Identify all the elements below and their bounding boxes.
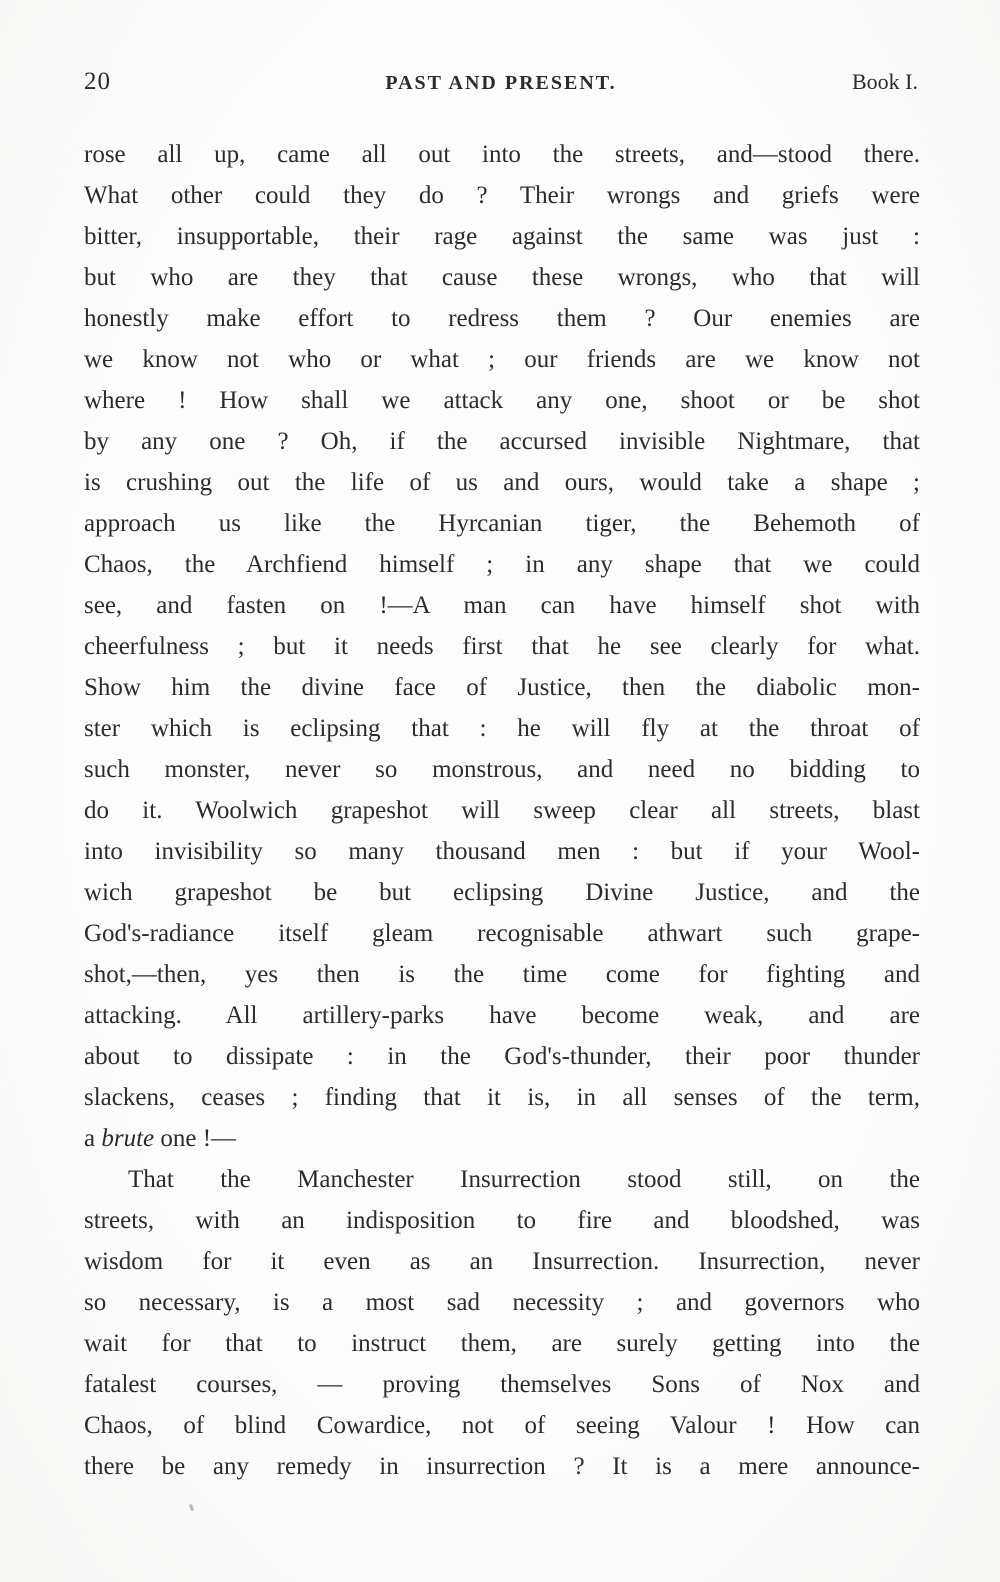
text-line: but who are they that cause these wrongs, who that will [84, 264, 920, 291]
text-line: Chaos, the Archfiend himself ; in any shape that we could [84, 551, 920, 578]
text-line: Chaos, of blind Cowardice, not of seeing Valour ! How can [84, 1412, 920, 1439]
text-line: approach us like the Hyrcanian tiger, the Behemoth of [84, 510, 920, 537]
text-line: God's-radiance itself gleam recognisable athwart such grape- [84, 920, 920, 947]
text-line: honestly make effort to redress them ? Our enemies are [84, 305, 920, 332]
text-line: wich grapeshot be but eclipsing Divine Justice, and the [84, 879, 920, 906]
text-line: ster which is eclipsing that : he will fly at the throat of [84, 715, 920, 742]
text-line: What other could they do ? Their wrongs and griefs were [84, 182, 920, 209]
text-line: cheerfulness ; but it needs first that he see clearly for what. [84, 633, 920, 660]
text-line: do it. Woolwich grapeshot will sweep clear all streets, blast [84, 797, 920, 824]
text-line: there be any remedy in insurrection ? It is a mere announce- [84, 1453, 920, 1480]
text-line: into invisibility so many thousand men : but if your Wool- [84, 838, 920, 865]
text-line: streets, with an indisposition to fire and bloodshed, was [84, 1207, 920, 1234]
italic-text: brute [101, 1125, 155, 1152]
text-line: That the Manchester Insurrection stood still, on the [128, 1166, 920, 1193]
text-line: fatalest courses, — proving themselves Sons of Nox and [84, 1371, 920, 1398]
text-line: bitter, insupportable, their rage against the same was just : [84, 223, 920, 250]
text-line: we know not who or what ; our friends are we know not [84, 346, 920, 373]
running-title: PAST AND PRESENT. [385, 72, 617, 94]
page-number: 20 [84, 68, 111, 95]
text-line: so necessary, is a most sad necessity ; and governors who [84, 1289, 920, 1316]
scan-artifact [189, 1504, 194, 1512]
text-line [84, 1118, 920, 1159]
page-body [84, 134, 920, 1487]
text-line: attacking. All artillery-parks have become weak, and are [84, 1002, 920, 1029]
text-segment: one !— [154, 1125, 237, 1152]
text-line: see, and fasten on !—A man can have himself shot with [84, 592, 920, 619]
text-line: by any one ? Oh, if the accursed invisible Nightmare, that [84, 428, 920, 455]
text-line: wait for that to instruct them, are surely getting into the [84, 1330, 920, 1357]
book-label: Book I. [852, 69, 918, 94]
text-line: such monster, never so monstrous, and need no bidding to [84, 756, 920, 783]
text-line: Show him the divine face of Justice, then the diabolic mon- [84, 674, 920, 701]
page-header [84, 68, 918, 96]
text-line: slackens, ceases ; finding that it is, in all senses of the term, [84, 1084, 920, 1111]
text-line: is crushing out the life of us and ours, would take a shape ; [84, 469, 920, 496]
text-line: rose all up, came all out into the streets, and—stood there. [84, 141, 920, 168]
text-segment: a [84, 1125, 102, 1152]
text-line: wisdom for it even as an Insurrection. Insurrection, never [84, 1248, 920, 1275]
text-line: about to dissipate : in the God's-thunder, their poor thunder [84, 1043, 920, 1070]
text-line: shot,—then, yes then is the time come for fighting and [84, 961, 920, 988]
text-line: where ! How shall we attack any one, shoot or be shot [84, 387, 920, 414]
